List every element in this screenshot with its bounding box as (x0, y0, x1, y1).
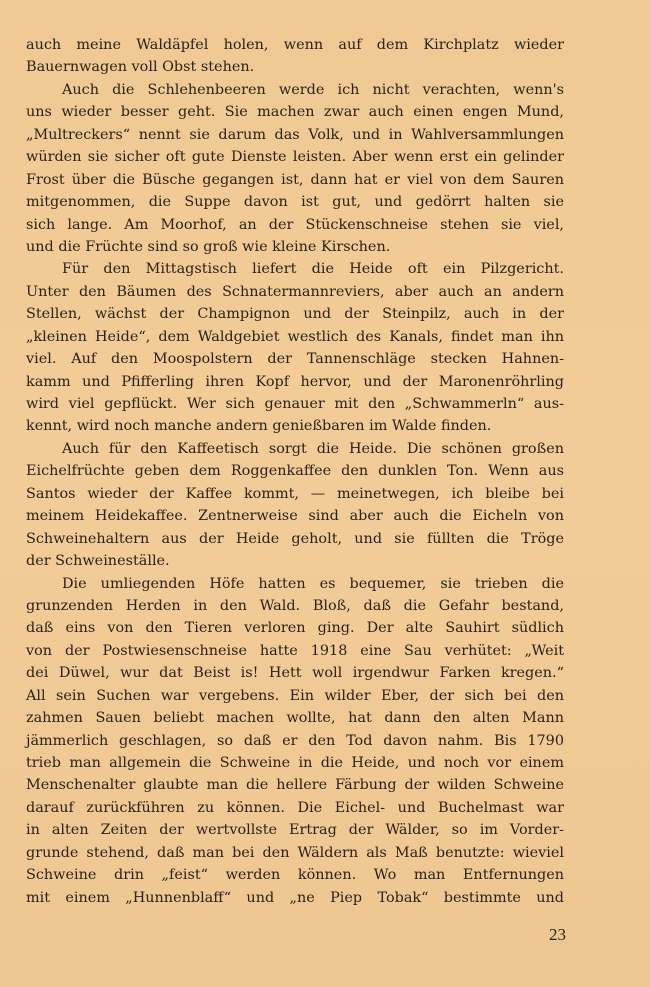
text-line: Auch für den Kaffeetisch sorgt die Heide. Die schönen großen (62, 440, 564, 457)
text-line: meinem Heidekaffee. Zentnerweise sind aber auch die Eicheln von (26, 508, 564, 525)
text-line: „Multreckers“ nennt sie darum das Volk, und in Wahlversammlungen (26, 126, 564, 143)
text-line: Die umliegenden Höfe hatten es bequemer, sie trieben die (62, 575, 564, 592)
text-line: jämmerlich geschlagen, so daß er den Tod davon nahm. Bis 1790 (26, 732, 564, 749)
text-line: zahmen Sauen beliebt machen wollte, hat dann den alten Mann (26, 710, 564, 727)
text-line: mit einem „Hunnenblaff“ und „ne Piep Tobak“ bestimmte und (26, 889, 564, 906)
text-line: All sein Suchen war vergebens. Ein wilder Eber, der sich bei den (26, 687, 564, 704)
text-line: Unter den Bäumen des Schnatermannreviers, aber auch an andern (26, 283, 564, 300)
text-line: Eichelfrüchte geben dem Roggenkaffee den dunklen Ton. Wenn aus (26, 463, 564, 480)
text-line: Santos wieder der Kaffee kommt, — meinetwegen, ich bleibe bei (26, 485, 564, 502)
text-line: grunde stehend, daß man bei den Wäldern als Maß benutzte: wieviel (26, 844, 564, 861)
text-line: grunzenden Herden in den Wald. Bloß, daß die Gefahr bestand, (26, 597, 564, 614)
page-body (26, 34, 564, 909)
text-line: trieb man allgemein die Schweine in die Heide, und noch vor einem (26, 755, 564, 771)
text-line: Schweinehaltern aus der Heide geholt, und sie füllten die Tröge (26, 530, 564, 547)
text-line: Für den Mittagstisch liefert die Heide oft ein Pilzgericht. (62, 261, 564, 278)
text-line: Frost über die Büsche gegangen ist, dann hat er viel von dem Sauren (26, 171, 564, 188)
page-number: 23 (549, 925, 566, 944)
text-line: von der Postwiesenschneise hatte 1918 eine Sau verhütet: „Weit (26, 642, 564, 659)
text-line: daß eins von den Tieren verloren ging. Der alte Sauhirt südlich (26, 620, 564, 637)
text-line: Schweine drin „feist“ werden können. Wo man Entfernungen (26, 867, 564, 884)
text-line: Bauernwagen voll Obst stehen. (26, 59, 255, 76)
text-line: mitgenommen, die Suppe davon ist gut, und gedörrt halten sie (26, 194, 564, 211)
text-line: in alten Zeiten der wertvollste Ertrag der Wälder, so im Vorder- (26, 822, 564, 839)
text-line: sich lange. Am Moorhof, an der Stückenschneise stehen sie viel, (26, 216, 564, 233)
text-line: dei Düwel, wur dat Beist is! Hett woll irgendwur Farken kregen.“ (26, 665, 564, 682)
text-line: kamm und Pfifferling ihren Kopf hervor, und der Maronenröhrling (26, 373, 564, 390)
text-line: wird viel gepflückt. Wer sich genauer mit den „Schwammerln“ aus- (26, 396, 564, 412)
text-line: kennt, wird noch manche andern genießbaren im Walde finden. (26, 418, 492, 435)
text-line: darauf zurückführen zu können. Die Eichel- und Buchelmast war (26, 799, 564, 816)
text-line: Menschenalter glaubte man die hellere Färbung der wilden Schweine (26, 777, 564, 794)
text-line: „kleinen Heide“, dem Waldgebiet westlich des Kanals, findet man ihn (26, 328, 564, 345)
text-line: würden sie sicher oft gute Dienste leisten. Aber wenn erst ein gelinder (26, 149, 564, 166)
text-line: Stellen, wächst der Champignon und der Steinpilz, auch in der (26, 306, 564, 323)
text-line: viel. Auf den Moospolstern der Tannenschläge stecken Hahnen- (26, 351, 564, 368)
text-line: uns wieder besser geht. Sie machen zwar auch einen engen Mund, (26, 104, 564, 121)
text-line: und die Früchte sind so groß wie kleine Kirschen. (26, 238, 391, 255)
text-line: auch meine Waldäpfel holen, wenn auf dem Kirchplatz wieder (26, 37, 564, 53)
text-line: der Schweineställe. (26, 553, 170, 570)
text-line: Auch die Schlehenbeeren werde ich nicht verachten, wenn's (62, 81, 564, 98)
